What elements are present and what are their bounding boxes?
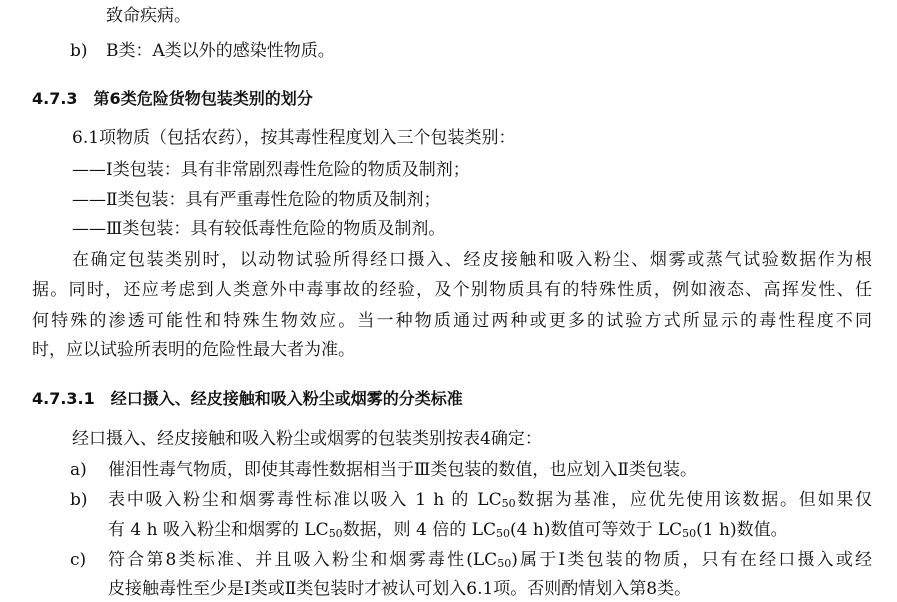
list-marker: a) [70,460,87,480]
paragraph-line: 在确定包装类别时，以动物试验所得经口摄入、经皮接触和吸入粉尘、烟雾或蒸气试验数据作为根 [72,250,872,270]
paragraph-line: 何特殊的渗透可能性和特殊生物效应。当一种物质通过两种或更多的试验方式所显示的毒性程度不同 [32,311,872,331]
list-item-text: 有 4 h 吸入粉尘和烟雾的 $LC_{50}$数据，则 4 倍的 $LC_{50}(4$ h)数值可等效于 $LC_{50}(1$ h)数值。 [108,520,788,540]
list-item-text: 符合第8类标准、并且吸入粉尘和烟雾毒性$(LC_{50})$属于Ⅰ类包装的物质，只有在经口摄入或经 [108,550,872,570]
paragraph-line: ——Ⅲ类包装：具有较低毒性危险的物质及制剂。 [72,219,446,239]
paragraph-line: 据。同时，还应考虑到人类意外中毒事故的经验，及个别物质具有的特殊性质，例如液态、高挥发性、任 [32,280,872,300]
list-marker: c) [70,550,87,570]
paragraph-line: 6.1项物质（包括农药），按其毒性程度划入三个包装类别： [72,128,516,148]
section-heading: 4.7.3 第6类危险货物包装类别的划分 [32,89,313,108]
paragraph-line: 时，应以试验所表明的危险性最大者为准。 [32,340,355,360]
paragraph-line: ——Ⅰ类包装：具有非常剧烈毒性危险的物质及制剂； [72,160,470,180]
list-marker: b) [70,41,88,61]
text-line: 致命疾病。 [106,6,191,26]
paragraph-line: ——Ⅱ类包装：具有严重毒性危险的物质及制剂； [72,190,441,210]
list-item-text: 皮接触毒性至少是Ⅰ类或Ⅱ类包装时才被认可划入6.1项。否则酌情划入第8类。 [108,579,692,599]
list-item-text: 催泪性毒气物质，即使其毒性数据相当于Ⅲ类包装的数值，也应划入Ⅱ类包装。 [108,460,697,480]
subsection-heading: 4.7.3.1 经口摄入、经皮接触和吸入粉尘或烟雾的分类标准 [32,389,463,408]
list-marker: b) [70,490,88,510]
list-item-text: 表中吸入粉尘和烟雾毒性标准以吸入 1 h 的 $LC_{50}$数据为基准，应优先使用该数据。但如果仅 [108,490,872,510]
paragraph-line: 经口摄入、经皮接触和吸入粉尘或烟雾的包装类别按表4确定： [72,429,542,449]
list-item-text: B类：A类以外的感染性物质。 [106,41,335,61]
